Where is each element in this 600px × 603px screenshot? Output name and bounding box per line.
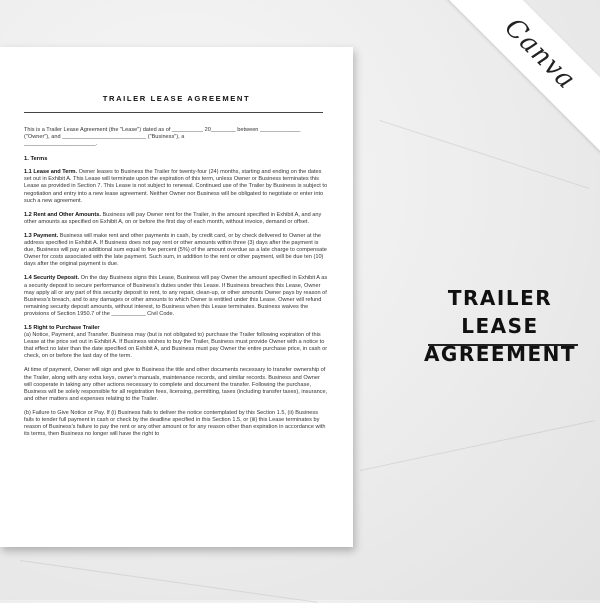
title-underline	[428, 344, 578, 346]
clause-text: Business will make rent and other payments in cash, by credit card, or by check delivered to Owner at the address specified in Exhibit A. If Business does not pay rent or other amounts within three (3) days after the payment is due, Business will pay an additional sum equal to five percent (5%) of the amount overdue as a late charge to compensate Owner for costs associated with the late payment. Such sum, in addition to the rent or other payment, will be due ten (10) days after the original payment is due.	[24, 232, 327, 268]
intro-line: ("Owner"), and ___________________________ ("Business"), a	[24, 134, 185, 141]
title-divider	[24, 112, 323, 113]
document-content	[24, 47, 329, 438]
document-page	[0, 47, 353, 547]
marble-vein	[380, 120, 590, 189]
clause-text: Business will pay Owner rent for the Trailer, in the amount specified in Exhibit A, and any other amounts as specified on Exhibit A, on or before the first day of each month, without invoice, demand or offset.	[24, 211, 322, 225]
intro-line: This is a Trailer Lease Agreement (the "Lease") dated as of __________ 20________ between _____________	[24, 127, 301, 133]
canva-corner-banner	[430, 0, 600, 164]
section-heading-terms: 1. Terms	[24, 156, 48, 163]
clause-1-4	[24, 275, 329, 318]
document-title: TRAILER LEASE AGREEMENT	[102, 94, 251, 103]
clause-text: (b) Failure to Give Notice or Pay. If (i) Business fails to deliver the notice contemplated by this Section 1.5, (ii) Business fails to tender full payment in cash or check by the deadline specified in this Section 1.5, or (iii) this Lease terminates by reason of Business's failure to pay the rent or any other amount or for any reason other than expiration in accordance with its terms, then Business no longer will have the right to	[24, 409, 326, 438]
marble-vein	[20, 560, 317, 603]
clause-text: At time of payment, Owner will sign and give to Business the title and other documents necessary to transfer ownership of the Trailer, along with any extra keys, owner's manuals, maintenance records, and similar records. Business and Owner will cooperate in taking any other actions necessary to complete and document the transfer. Following the purchase, Business will be solely responsible for all registration fees, licensing, permitting, taxes (including transfer taxes), insurance, and other matters and expenses relating to the Trailer.	[24, 367, 328, 402]
clause-1-1	[24, 169, 329, 204]
product-title	[410, 284, 590, 368]
clause-text: On the day Business signs this Lease, Business will pay Owner the amount specified in Exhibit A as a security deposit to secure performance of Business's duties under this Lease. If Business breaches this Lease, Owner may apply all or any part of this security deposit to rent, to any repair, clean-up, or other amounts Owner pays by reason of Business's breach, and to any damages or other amounts to which Owner is entitled under this Lease. Owner will refund remaining security deposit amounts, without interest, to Business when this Lease terminates. Business waives the provisions of Section 1950.7 of the ___________ Civil Code.	[24, 275, 328, 317]
clause-label: 1.5 Right to Purchase Trailer	[24, 324, 100, 331]
clause-1-5	[24, 325, 329, 438]
clause-label: 1.3 Payment.	[24, 232, 59, 239]
clause-text: (a) Notice, Payment, and Transfer. Business may (but is not obligated to) purchase the Trailer following expiration of this Lease at the price set out in Exhibit A. If Business wishes to buy the Trailer, Business must provide Owner with a notice to that effect no later than the date specified on Exhibit A, and Business must pay Owner the entire purchase price, in cash or check, on or before the last day of the term.	[24, 332, 328, 360]
product-title-line: TRAILER LEASE	[447, 286, 553, 338]
clause-1-3	[24, 233, 329, 268]
product-title-line: AGREEMENT	[423, 342, 577, 366]
intro-line: _______________________.	[24, 141, 98, 148]
clause-label: 1.1 Lease and Term.	[24, 169, 78, 176]
marble-vein	[360, 420, 595, 471]
canva-logo: Canva	[498, 12, 582, 96]
clause-label: 1.2 Rent and Other Amounts.	[24, 211, 101, 218]
intro-paragraph	[24, 127, 329, 148]
clause-label: 1.4 Security Deposit.	[24, 275, 80, 282]
clause-text: Owner leases to Business the Trailer for twenty-four (24) months, starting and ending on the dates set out in Exhibit A. This Lease will terminate upon the expiration of this term, unless Owner or Business terminates this Lease as provided in Section 7. This Lease is not subject to renewal. Continued use of the Trailer by Business is subject to negotiation and entry into a new lease agreement. Neither Owner nor Business will be obligated to negotiate or enter into such a new agreement.	[24, 169, 328, 204]
clause-1-2	[24, 212, 329, 226]
